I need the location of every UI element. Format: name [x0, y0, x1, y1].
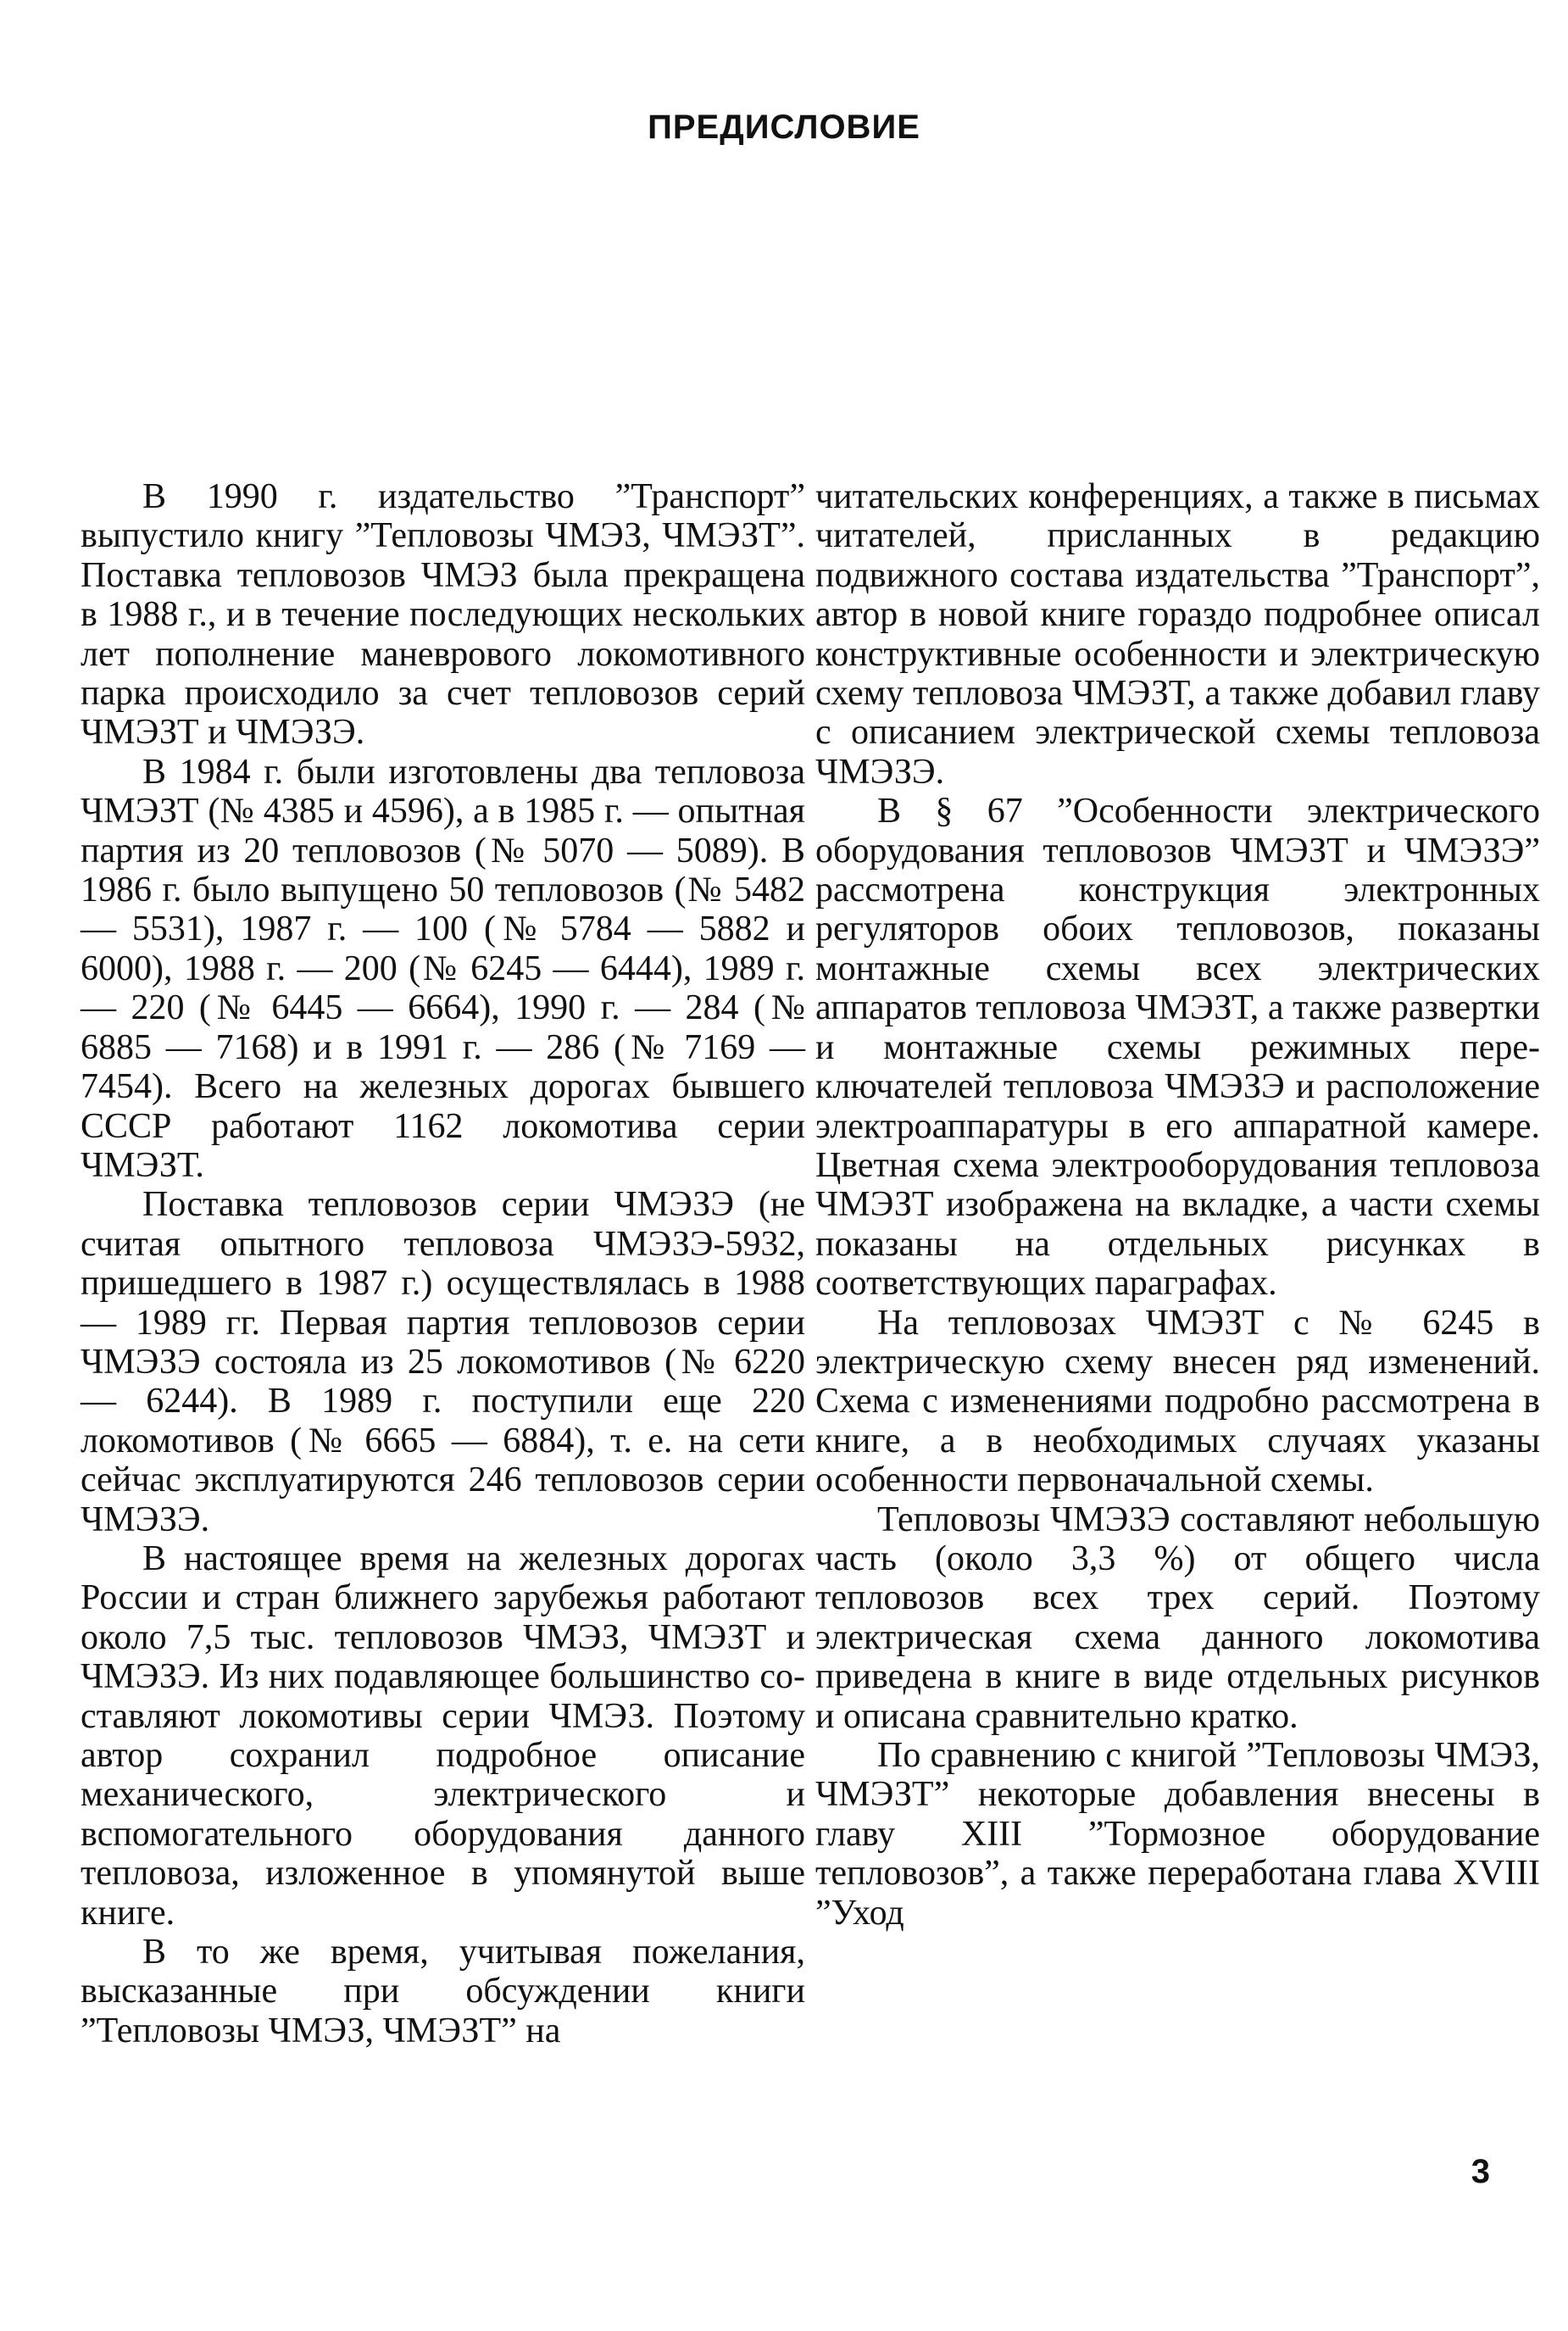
paragraph: В настоящее время на железных дорогах России и стран ближнего зарубежья работают около 7,5 тыс. тепловозов ЧМЭЗ, ЧМЭЗТ и ЧМЭЗЭ. Из них подавляющее большинство составляют локомотивы серии ЧМЭЗ. Поэтому автор сохранил подробное описание механического, электрического и вспомогательного оборудования данного тепловоза, изложенное в упомянутой выше книге. [81, 1538, 805, 1933]
paragraph: В то же время, учитывая пожелания, высказанные при обсуждении книги ”Тепловозы ЧМЭЗ, ЧМЭЗТ” на [81, 1933, 805, 2050]
paragraph: По сравнению с книгой ”Тепловозы ЧМЭЗ, ЧМЭЗТ” некоторые добавления внесены в главу XIII ”Тормозное оборудование тепловозов”, а также переработана глава XVIII ”Уход [815, 1736, 1540, 1933]
right-column [815, 477, 1540, 1933]
paragraph: На тепловозах ЧМЭЗТ с № 6245 в электрическую схему внесен ряд изменений. Схема с изменениями подробно рассмотрена в книге, а в необходимых случаях указаны особенности первоначальной схемы. [815, 1303, 1540, 1500]
page-title: ПРЕДИСЛОВИЕ [648, 108, 920, 146]
paragraph: В § 67 ”Особенности электрического оборудования тепловозов ЧМЭЗТ и ЧМЭЗЭ” рассмотрена конструкция электронных регуляторов обоих тепловозов, показаны монтажные схемы всех электрических аппаратов тепловоза ЧМЭЗТ, а также развертки и монтажные схемы режимных переключателей тепловоза ЧМЭЗЭ и расположение электроаппаратуры в его аппаратной камере. Цветная схема электрооборудования тепловоза ЧМЭЗТ изображена на вкладке, а части схемы показаны на отдельных рисунках в соответствующих параграфах. [815, 792, 1540, 1304]
paragraph: Тепловозы ЧМЭЗЭ составляют небольшую часть (около 3,3 %) от общего числа тепловозов всех трех серий. Поэтому электрическая схема данного локомотива приведена в книге в виде отдельных рисунков и описана сравнительно кратко. [815, 1499, 1540, 1736]
left-column [81, 477, 805, 2050]
paragraph-continuation: читательских конференциях, а также в письмах читателей, присланных в редакцию подвижного состава издательства ”Транспорт”, автор в новой книге гораздо подробнее описал конструктивные особенности и электрическую схему тепловоза ЧМЭЗТ, а также добавил главу с описанием электрической схемы тепловоза ЧМЭЗЭ. [815, 477, 1540, 792]
page-number: 3 [1471, 2153, 1490, 2190]
paragraph: В 1990 г. издательство ”Транспорт” выпустило книгу ”Тепловозы ЧМЭЗ, ЧМЭЗТ”. Поставка тепловозов ЧМЭЗ была прекращена в 1988 г., и в течение последующих нескольких лет пополнение маневрового локомотивного парка происходило за счет тепловозов серий ЧМЭЗТ и ЧМЭЗЭ. [81, 477, 805, 753]
paragraph: Поставка тепловозов серии ЧМЭЗЭ (не считая опытного тепловоза ЧМЭЗЭ-5932, пришедшего в 1987 г.) осуществлялась в 1988 — 1989 гг. Первая партия тепловозов серии ЧМЭЗЭ состояла из 25 локомотивов (№ 6220 — 6244). В 1989 г. поступили еще 220 локомотивов (№ 6665 — 6884), т. е. на сети сейчас эксплуатируются 246 тепловозов серии ЧМЭЗЭ. [81, 1185, 805, 1539]
paragraph: В 1984 г. были изготовлены два тепловоза ЧМЭЗТ (№ 4385 и 4596), а в 1985 г. — опытная партия из 20 тепловозов (№ 5070 — 5089). В 1986 г. было выпущено 50 тепловозов (№ 5482 — 5531), 1987 г. — 100 (№ 5784 — 5882 и 6000), 1988 г. — 200 (№ 6245 — 6444), 1989 г.— 220 (№ 6445 — 6664), 1990 г. — 284 (№ 6885 — 7168) и в 1991 г. — 286 (№ 7169 — 7454). Всего на железных дорогах бывшего СССР работают 1162 локомотива серии ЧМЭЗТ. [81, 752, 805, 1185]
